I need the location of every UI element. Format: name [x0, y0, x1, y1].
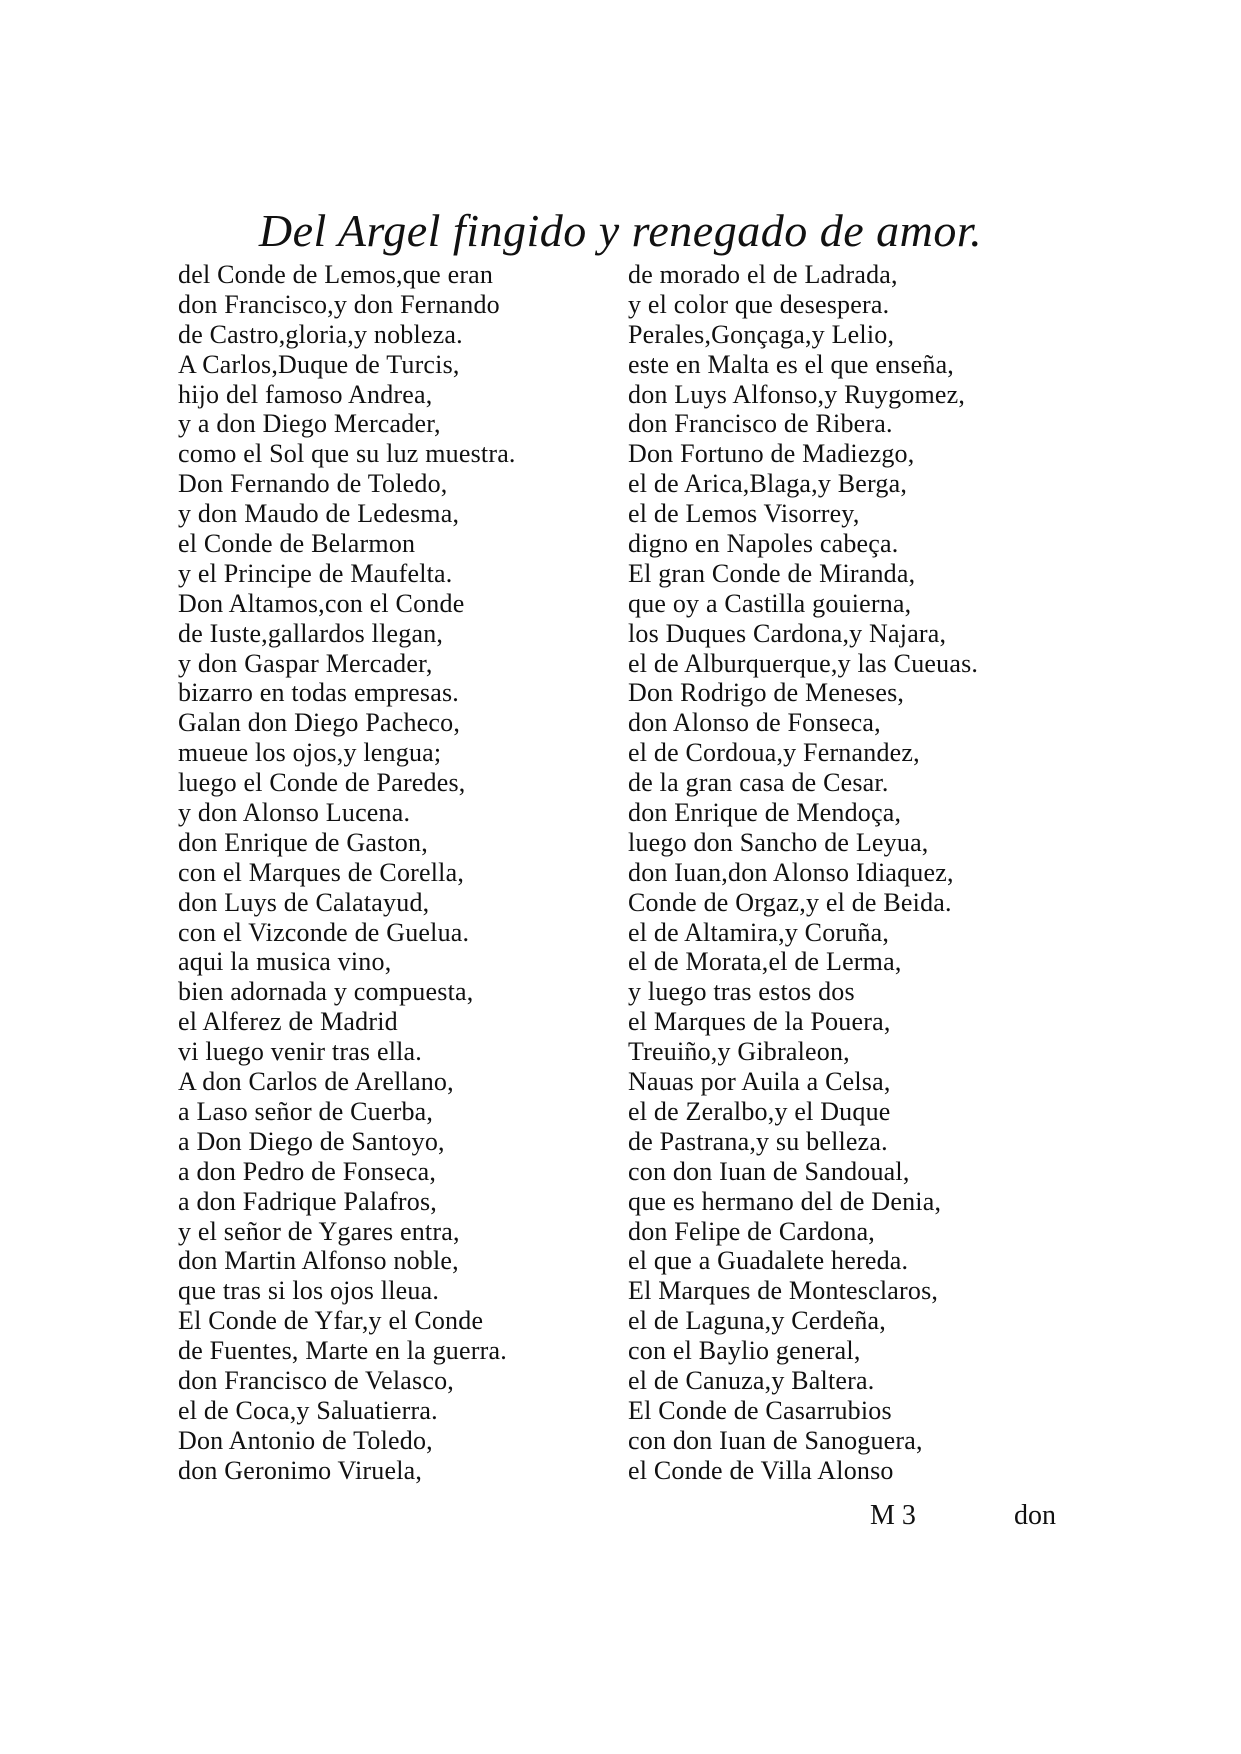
verse-line: Don Fernando de Toledo, [178, 469, 448, 499]
verse-line: el de Lemos Visorrey, [628, 499, 860, 529]
verse-line: don Francisco de Velasco, [178, 1365, 455, 1395]
verse-line: don Geronimo Viruela, [178, 1455, 423, 1485]
verse-line: que es hermano del de Denia, [628, 1186, 942, 1216]
verse-line: el Conde de Villa Alonso [628, 1455, 894, 1485]
verse-line: a Laso señor de Cuerba, [178, 1096, 434, 1126]
verse-line: con el Baylio general, [628, 1336, 861, 1366]
verse-line: Galan don Diego Pacheco, [178, 708, 461, 738]
verse-line: el de Laguna,y Cerdeña, [628, 1306, 886, 1336]
verse-line: como el Sol que su luz muestra. [178, 439, 516, 469]
verse-line: con don Iuan de Sanoguera, [628, 1425, 923, 1455]
verse-line: y el Principe de Maufelta. [178, 558, 453, 588]
verse-line: Don Fortuno de Madiezgo, [628, 439, 915, 469]
verse-line: que oy a Castilla gouierna, [628, 588, 912, 618]
verse-line: don Francisco,y don Fernando [178, 289, 500, 319]
verse-line: don Enrique de Gaston, [178, 827, 428, 857]
verse-line: vi luego venir tras ella. [178, 1037, 422, 1067]
verse-line: Don Rodrigo de Meneses, [628, 678, 905, 708]
verse-line: El Conde de Casarrubios [628, 1395, 892, 1425]
verse-line: don Alonso de Fonseca, [628, 708, 881, 738]
verse-line: don Francisco de Ribera. [628, 409, 893, 439]
verse-line: Perales,Gonçaga,y Lelio, [628, 319, 895, 349]
verse-line: que tras si los ojos lleua. [178, 1276, 440, 1306]
verse-line: Nauas por Auila a Celsa, [628, 1067, 891, 1097]
verse-line: Don Altamos,con el Conde [178, 588, 465, 618]
verse-line: El gran Conde de Miranda, [628, 558, 916, 588]
signature-mark: M 3 [870, 1500, 916, 1531]
verse-line: y don Alonso Lucena. [178, 798, 411, 828]
verse-line: con el Marques de Corella, [178, 857, 465, 887]
verse-line: este en Malta es el que enseña, [628, 349, 955, 379]
verse-line: don Martin Alfonso noble, [178, 1246, 459, 1276]
verse-line: el Marques de la Pouera, [628, 1007, 891, 1037]
verse-line: el de Coca,y Saluatierra. [178, 1395, 438, 1425]
verse-line: hijo del famoso Andrea, [178, 379, 433, 409]
verse-line: bien adornada y compuesta, [178, 977, 474, 1007]
verse-line: a don Fadrique Palafros, [178, 1186, 437, 1216]
verse-line: el de Canuza,y Baltera. [628, 1365, 875, 1395]
verse-line: y don Maudo de Ledesma, [178, 499, 460, 529]
verse-line: a don Pedro de Fonseca, [178, 1156, 437, 1186]
verse-line: don Enrique de Mendoça, [628, 798, 902, 828]
verse-line: y el señor de Ygares entra, [178, 1216, 460, 1246]
verse-line: y el color que desespera. [628, 289, 890, 319]
verse-line: el de Morata,el de Lerma, [628, 947, 902, 977]
verse-line: don Iuan,don Alonso Idiaquez, [628, 857, 954, 887]
verse-line: don Felipe de Cardona, [628, 1216, 876, 1246]
verse-line: Conde de Orgaz,y el de Beida. [628, 887, 952, 917]
verse-line: don Luys de Calatayud, [178, 887, 430, 917]
verse-line: aqui la musica vino, [178, 947, 392, 977]
verse-line: el de Altamira,y Coruña, [628, 917, 890, 947]
verse-line: don Luys Alfonso,y Ruygomez, [628, 379, 966, 409]
verse-line: y luego tras estos dos [628, 977, 855, 1007]
verse-line: y a don Diego Mercader, [178, 409, 441, 439]
verse-line: el Alferez de Madrid [178, 1007, 398, 1037]
verse-line: El Marques de Montesclaros, [628, 1276, 939, 1306]
verse-line: A don Carlos de Arellano, [178, 1067, 454, 1097]
verse-line: el de Alburquerque,y las Cueuas. [628, 648, 979, 678]
catchword: don [1014, 1500, 1056, 1531]
verse-line: A Carlos,Duque de Turcis, [178, 349, 460, 379]
verse-line: con el Vizconde de Guelua. [178, 917, 470, 947]
verse-line: del Conde de Lemos,que eran [178, 260, 494, 289]
verse-line: de Fuentes, Marte en la guerra. [178, 1336, 507, 1366]
verse-line: luego don Sancho de Leyua, [628, 827, 929, 857]
verse-line: el que a Guadalete hereda. [628, 1246, 909, 1276]
verse-line: el de Zeralbo,y el Duque [628, 1096, 891, 1126]
verse-line: de morado el de Ladrada, [628, 260, 898, 289]
verse-line: el Conde de Belarmon [178, 529, 416, 559]
verse-line: Treuiño,y Gibraleon, [628, 1037, 850, 1067]
verse-line: los Duques Cardona,y Najara, [628, 618, 947, 648]
verse-line: con don Iuan de Sandoual, [628, 1156, 910, 1186]
verse-line: El Conde de Yfar,y el Conde [178, 1306, 484, 1336]
right-verse-column [628, 260, 1068, 1486]
verse-line: de Iuste,gallardos llegan, [178, 618, 444, 648]
verse-line: Don Antonio de Toledo, [178, 1425, 433, 1455]
left-verse-column [178, 260, 608, 1486]
verse-line: mueue los ojos,y lengua; [178, 738, 442, 768]
verse-line: digno en Napoles cabeça. [628, 529, 899, 559]
verse-line: el de Arica,Blaga,y Berga, [628, 469, 908, 499]
verse-line: de Pastrana,y su belleza. [628, 1126, 888, 1156]
verse-line: a Don Diego de Santoyo, [178, 1126, 445, 1156]
verse-line: luego el Conde de Paredes, [178, 768, 466, 798]
verse-line: de la gran casa de Cesar. [628, 768, 889, 798]
running-title: Del Argel fingido y renegado de amor. [258, 205, 983, 256]
verse-line: y don Gaspar Mercader, [178, 648, 433, 678]
verse-line: el de Cordoua,y Fernandez, [628, 738, 920, 768]
verse-line: bizarro en todas empresas. [178, 678, 459, 708]
verse-line: de Castro,gloria,y nobleza. [178, 319, 463, 349]
